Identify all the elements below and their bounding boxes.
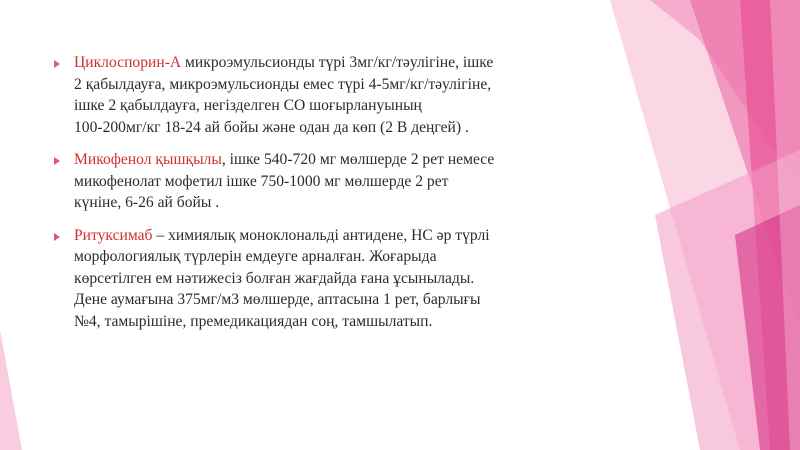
bullet-text-line: Дене аумағына 375мг/м3 мөлшерде, аптасына 1 рет, барлығы [74,291,481,308]
bullet-text-line: 2 қабылдауға, микроэмульсионды емес түрі 4-5мг/кг/тәулігіне, [74,75,492,93]
bullet-text-line: – химиялық моноклональді антидене, НС әр түрлі [152,226,490,244]
bullet-text-line: ішке 2 қабылдауға, негізделген СО шоғырлануының [74,97,422,114]
bullet-text-line: күніне, 6-26 ай бойы . [74,194,220,211]
bullet-item-cyclosporine [46,52,636,138]
bullet-text-line: , ішке 540-720 мг мөлшерде 2 рет немесе [221,151,495,168]
bullet-text-line: 100-200мг/кг 18-24 ай бойы және одан да көп (2 В деңгей) . [74,118,469,136]
bullet-text-line: микофенолат мофетил ішке 750-1000 мг мөлшерде 2 рет [74,172,449,190]
bullet-item-rituximab [46,225,636,333]
bullet-item-mycophenolic-acid [46,149,636,214]
bullet-arrow-icon [54,157,60,165]
drug-name-mycophenolic-acid: Микофенол қышқылы [74,151,222,168]
bullet-arrow-icon [54,233,60,241]
bullet-text-line: микроэмульсионды түрі 3мг/кг/тәулігіне, ішке [181,54,494,71]
bullet-text-line: морфологиялық түрлерін емдеуге арналған. Жоғарыда [74,248,437,265]
bullet-text-line: №4, тамырішіне, премедикациядан соң, тамшылатып. [74,312,433,330]
decor-shard-bottom-left [0,330,22,450]
drug-name-cyclosporine: Циклоспорин-А [74,54,182,71]
drug-name-rituximab: Ритуксимаб [74,226,153,244]
bullet-arrow-icon [54,60,60,68]
bullet-text-line: көрсетілген ем нәтижесіз болған жағдайда ғана ұсынылады. [74,269,475,287]
bullet-list [46,52,636,343]
